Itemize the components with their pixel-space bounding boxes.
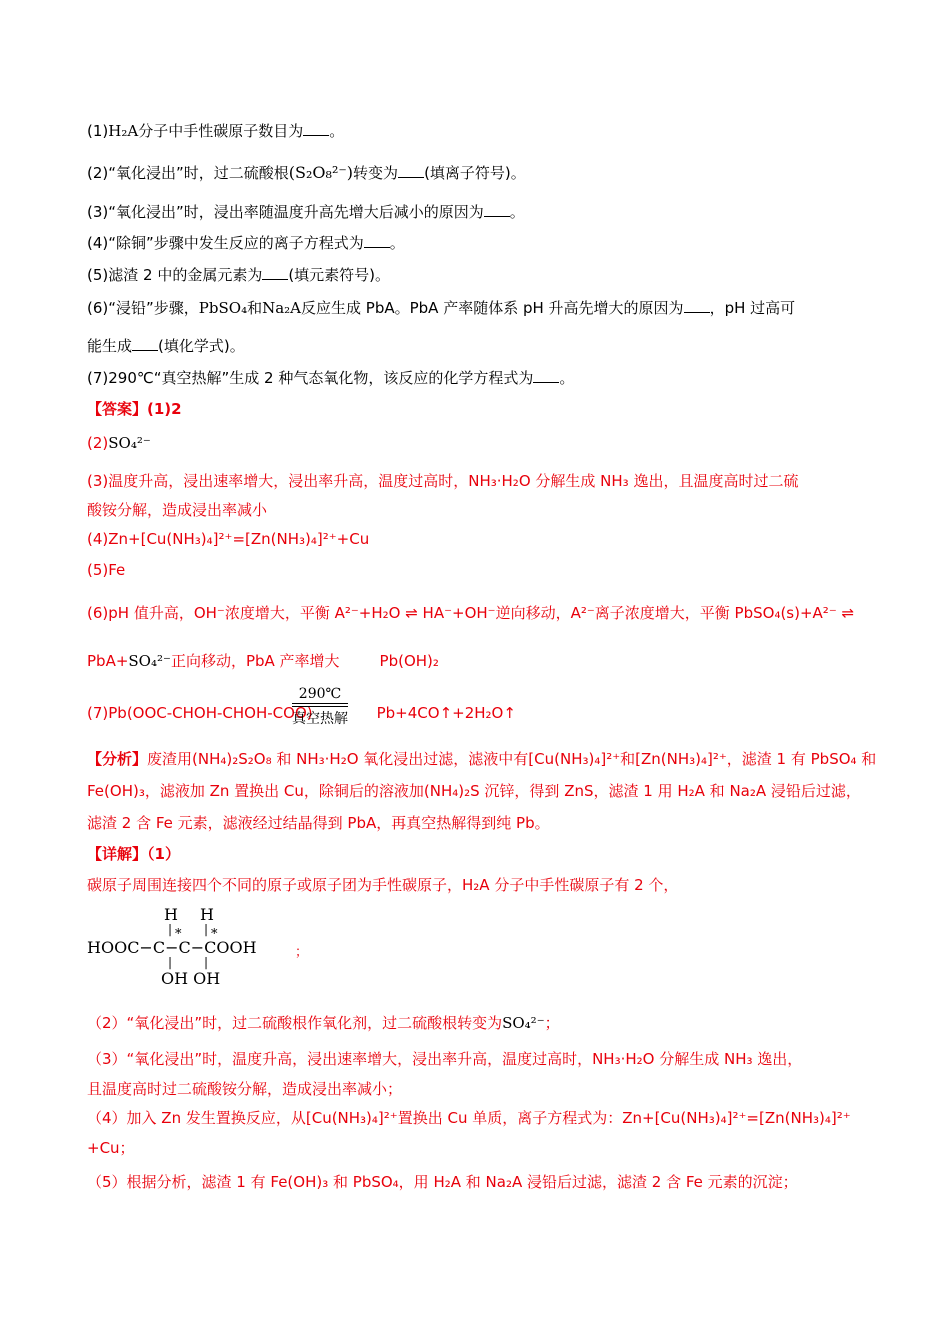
answer-1-text: (1)2 (147, 400, 182, 418)
question-6-line-2 (87, 336, 245, 356)
struct-main-chain: HOOC−C−C−COOH (87, 938, 257, 957)
answer-6-line-2 (87, 651, 439, 671)
answer-7-products: Pb+4CO↑+2H₂O↑ (376, 704, 516, 722)
analysis-text-1: 废渣用(NH₄)₂S₂O₈ 和 NH₃·H₂O 氧化浸出过滤，滤液中有[Cu(NH₃)₄]²⁺和[Zn(NH₃)₄]²⁺，滤渣 1 有 PbSO₄ 和 (147, 750, 877, 768)
detail-5: （5）根据分析，滤渣 1 有 Fe(OH)₃ 和 PbSO₄，用 H₂A 和 Na₂A 浸铅后过滤，滤渣 2 含 Fe 元素的沉淀； (87, 1173, 798, 1191)
q7-text: (7)290℃“真空热解”生成 2 种气态氧化物，该反应的化学方程式为 (87, 369, 534, 387)
answer-3-line-2: 酸铵分解，造成浸出率减小 (87, 501, 268, 519)
q6-line2-end: (填化学式)。 (158, 337, 245, 355)
question-3 (87, 202, 525, 222)
detail-4-line-2: +Cu； (87, 1139, 135, 1157)
answer-blank (533, 368, 559, 383)
detail-1: 碳原子周围连接四个不同的原子或原子团为手性碳原子，H₂A 分子中手性碳原子有 2 个， (87, 876, 679, 894)
struct-h-1: H (164, 905, 178, 924)
struct-bond-3: | (168, 955, 173, 969)
q6-line2-prefix: 能生成 (87, 337, 133, 355)
answer-6-text: 正向移动，PbA 产率增大 (170, 652, 340, 670)
struct-semicolon: ； (295, 945, 309, 960)
q4-end: 。 (389, 234, 405, 252)
detail-3-line-2: 且温度高时过二硫酸铵分解，造成浸出率减小； (87, 1080, 403, 1098)
q2-formula: (S₂O₈²⁻) (288, 163, 354, 182)
struct-bond-1: | (168, 922, 173, 936)
answer-blank (398, 163, 424, 178)
answer-4: (4)Zn+[Cu(NH₃)₄]²⁺=[Zn(NH₃)₄]²⁺+Cu (87, 530, 370, 548)
tartaric-acid-structure (87, 905, 327, 990)
answer-6-prefix: PbA+ (87, 652, 129, 670)
q6-text: 反应生成 PbA。PbA 产率随体系 pH 升高先增大的原因为 (301, 299, 684, 317)
q2-end: (填离子符号)。 (424, 164, 526, 182)
q7-end: 。 (559, 369, 575, 387)
answer-blank (684, 298, 710, 313)
q1-prefix: (1) (87, 122, 109, 140)
q2-prefix: (2)“氧化浸出”时，过二硫酸根 (87, 164, 289, 182)
answer-blank (364, 233, 390, 248)
q2-text: 转变为 (353, 164, 399, 182)
struct-oh-groups: OH OH (161, 969, 221, 988)
equals-sign (292, 703, 348, 707)
question-6-line-1 (87, 298, 795, 318)
q6-and: 和 (247, 299, 263, 317)
q3-text: (3)“氧化浸出”时，浸出率随温度升高先增大后减小的原因为 (87, 203, 484, 221)
q6-formula-1: PbSO₄ (198, 299, 248, 317)
answer-blank (132, 336, 158, 351)
answer-6-formula: SO₄²⁻ (128, 652, 171, 670)
detail-2-text: （2）“氧化浸出”时，过二硫酸根作氧化剂，过二硫酸根转变为 (87, 1014, 503, 1032)
answer-blank (484, 202, 510, 217)
answer-2-formula: SO₄²⁻ (108, 434, 151, 452)
analysis-line-1 (87, 749, 876, 769)
answer-label: 【答案】 (87, 400, 148, 418)
q6-prefix: (6)“浸铅”步骤， (87, 299, 199, 317)
answer-6-line-1: (6)pH 值升高，OH⁻浓度增大，平衡 A²⁻+H₂O ⇌ HA⁻+OH⁻逆向移动，A²⁻离子浓度增大，平衡 PbSO₄(s)+A²⁻ ⇌ (87, 604, 855, 622)
q6-text-2: ，pH 过高可 (709, 299, 796, 317)
detail-4-line-1: （4）加入 Zn 发生置换反应，从[Cu(NH₃)₄]²⁺置换出 Cu 单质，离子方程式为：Zn+[Cu(NH₃)₄]²⁺=[Zn(NH₃)₄]²⁺ (87, 1109, 851, 1127)
q1-end: 。 (329, 122, 345, 140)
answer-5: (5)Fe (87, 561, 126, 579)
struct-bond-2: | (204, 922, 209, 936)
analysis-line-3: 滤渣 2 含 Fe 元素，滤液经过结晶得到 PbA，再真空热解得到纯 Pb。 (87, 814, 550, 832)
q6-formula-2: Na₂A (262, 299, 302, 317)
answer-3-line-1: (3)温度升高，浸出速率增大，浸出率升高，温度过高时，NH₃·H₂O 分解生成 NH₃ 逸出，且温度高时过二硫 (87, 472, 799, 490)
question-2 (87, 163, 526, 183)
reaction-condition (290, 686, 350, 728)
question-4 (87, 233, 405, 253)
answer-1 (87, 399, 182, 419)
analysis-label: 【分析】 (87, 750, 148, 768)
question-1 (87, 121, 344, 141)
condition-temperature: 290℃ (298, 686, 342, 702)
detail-3-line-1: （3）“氧化浸出”时，温度升高，浸出速率增大，浸出率升高，温度过高时，NH₃·H₂O 分解生成 NH₃ 逸出， (87, 1050, 803, 1068)
answer-7-reactant: (7)Pb(OOC-CHOH-CHOH-COO) (87, 704, 313, 722)
q3-end: 。 (509, 203, 525, 221)
q5-end: (填元素符号)。 (288, 266, 391, 284)
condition-vacuum: 真空热解 (292, 711, 348, 727)
q4-text: (4)“除铜”步骤中发生反应的离子方程式为 (87, 234, 364, 252)
question-7 (87, 368, 574, 388)
detail-label: 【详解】 (87, 845, 148, 863)
answer-blank (303, 121, 329, 136)
detail-2 (87, 1013, 560, 1033)
answer-2-prefix: (2) (87, 434, 109, 452)
q1-formula: H₂A (108, 122, 139, 140)
answer-blank (262, 265, 288, 280)
answer-2 (87, 433, 151, 453)
question-5 (87, 265, 390, 285)
chiral-star-2: * (211, 927, 218, 942)
chiral-star-1: * (175, 927, 182, 942)
struct-h-2: H (200, 905, 214, 924)
answer-6-extra: Pb(OH)₂ (379, 652, 439, 670)
q1-text: 分子中手性碳原子数目为 (138, 122, 304, 140)
detail-2-formula: SO₄²⁻ (502, 1014, 545, 1032)
detail-heading (87, 844, 180, 864)
detail-number: （1） (147, 845, 180, 863)
analysis-line-2: Fe(OH)₃，滤液加 Zn 置换出 Cu，除铜后的溶液加(NH₄)₂S 沉锌，得到 ZnS，滤渣 1 用 H₂A 和 Na₂A 浸铅后过滤， (87, 782, 861, 800)
q5-text: (5)滤渣 2 中的金属元素为 (87, 266, 263, 284)
detail-2-end: ； (544, 1014, 560, 1032)
struct-bond-4: | (204, 955, 209, 969)
